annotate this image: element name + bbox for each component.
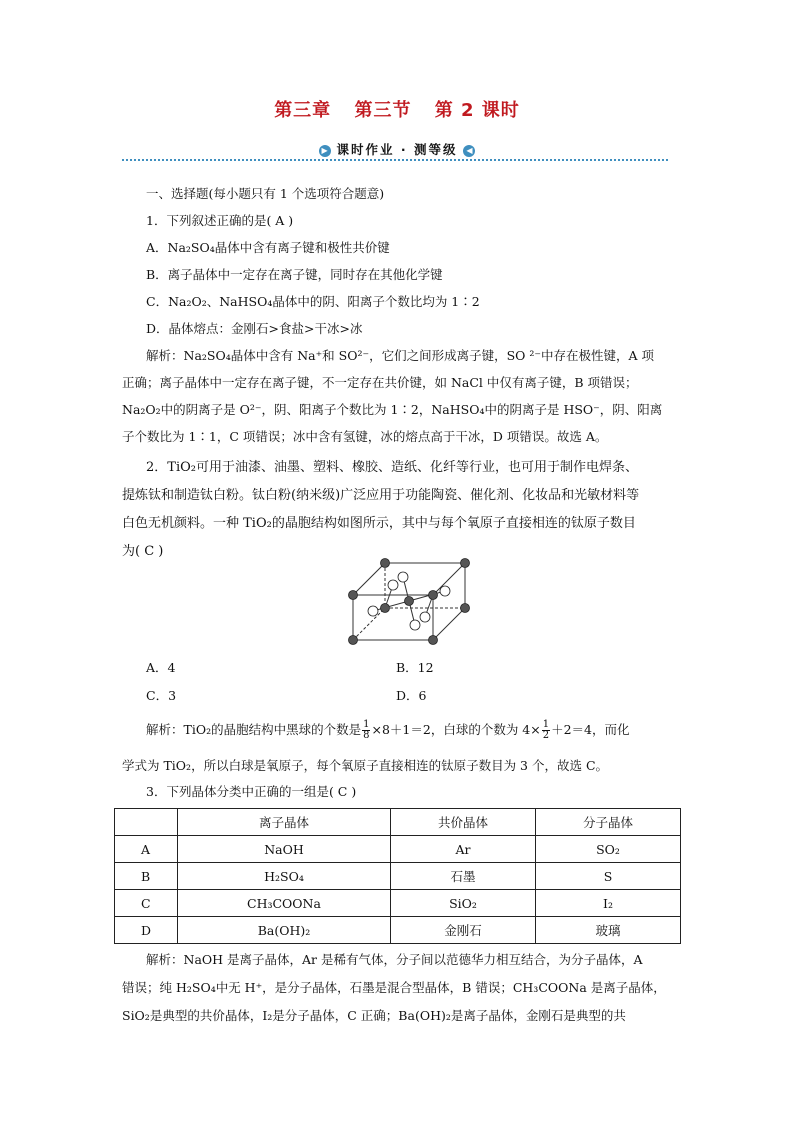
q2-analysis-line: 学式为 TiO₂，所以白球是氧原子，每个氧原子直接相连的钛原子数目为 3 个，故选 C。 <box>122 758 609 773</box>
table-cell: SiO₂ <box>390 890 535 917</box>
table-row <box>115 836 681 863</box>
play-right-icon: ▶ <box>319 145 331 157</box>
table-cell: A <box>115 836 178 863</box>
q2-option-c: C．3 <box>146 688 177 703</box>
q2-stem-line: 白色无机颜料。一种 TiO₂的晶胞结构如图所示，其中与每个氧原子直接相连的钛原子数目 <box>122 516 636 531</box>
title-section: 第三节 <box>354 100 412 121</box>
table-cell: Ar <box>390 836 535 863</box>
table-cell: C <box>115 890 178 917</box>
table-cell: H₂SO₄ <box>178 863 391 890</box>
q1-option-b: B．离子晶体中一定存在离子键，同时存在其他化学键 <box>146 267 443 282</box>
crystal-classification-table <box>114 808 681 944</box>
q1-analysis-line: 正确；离子晶体中一定存在离子键，不一定存在共价键，如 NaCl 中仅有离子键，B 项错误； <box>122 375 638 390</box>
q1-analysis-line: 子个数比为 1∶1，C 项错误；冰中含有氢键，冰的熔点高于干冰，D 项错误。故选 A。 <box>122 429 608 444</box>
page-title <box>0 96 794 122</box>
q2-analysis-part: ＋2＝4，而化 <box>551 722 630 737</box>
q3-analysis-line: 解析：NaOH 是离子晶体，Ar 是稀有气体，分子间以范德华力相互结合，为分子晶体，A <box>146 952 643 967</box>
q2-stem-line: 2．TiO₂可用于油漆、油墨、塑料、橡胶、造纸、化纤等行业，也可用于制作电焊条、 <box>146 460 638 475</box>
table-cell: NaOH <box>178 836 391 863</box>
q1-analysis-line: Na₂O₂中的阴离子是 O²⁻，阴、阳离子个数比为 1∶2，NaHSO₄中的阴离子是 HSO⁻，阴、阳离 <box>122 402 663 417</box>
q1-option-d: D．晶体熔点：金刚石>食盐>干冰>冰 <box>146 321 363 336</box>
subtitle-text: 课时作业 · 测等级 <box>336 142 458 157</box>
title-lesson: 第 2 课时 <box>434 100 520 121</box>
table-cell: SO₂ <box>535 836 680 863</box>
fraction-denominator: 2 <box>542 730 550 741</box>
table-row <box>115 890 681 917</box>
q2-stem-line: 为( C ) <box>122 544 164 559</box>
q3-stem: 3．下列晶体分类中正确的一组是( C ) <box>146 784 357 799</box>
subtitle-banner <box>0 140 794 160</box>
table-cell: 玻璃 <box>535 917 680 944</box>
q1-option-a: A．Na₂SO₄晶体中含有离子键和极性共价键 <box>146 240 390 255</box>
title-chapter: 第三章 <box>274 100 332 121</box>
fraction-denominator: 8 <box>363 730 370 741</box>
tio2-unit-cell-diagram <box>345 555 475 647</box>
q3-analysis-line: 错误；纯 H₂SO₄中无 H⁺，是分子晶体，石墨是混合型晶体，B 错误；CH₃COONa 是离子晶体， <box>122 980 666 995</box>
table-header-cell: 分子晶体 <box>535 809 680 836</box>
fraction-one-half <box>542 720 550 741</box>
table-cell: S <box>535 863 680 890</box>
fraction-numerator: 1 <box>363 719 370 730</box>
q2-analysis-part: 解析：TiO₂的晶胞结构中黑球的个数是 <box>146 722 362 737</box>
q3-analysis-line: SiO₂是典型的共价晶体，I₂是分子晶体，C 正确；Ba(OH)₂是离子晶体，金刚石是典型的共 <box>122 1008 626 1023</box>
table-cell: D <box>115 917 178 944</box>
table-header-row <box>115 809 681 836</box>
dotted-divider <box>122 159 668 161</box>
q1-stem: 1．下列叙述正确的是( A ) <box>146 213 294 228</box>
table-cell: CH₃COONa <box>178 890 391 917</box>
table-header-cell: 共价晶体 <box>390 809 535 836</box>
q2-option-a: A．4 <box>146 660 176 675</box>
q2-analysis-line <box>146 720 630 741</box>
q2-analysis-part: ×8＋1＝2，白球的个数为 4× <box>371 722 541 737</box>
q2-option-d: D．6 <box>396 688 427 703</box>
q1-option-c: C．Na₂O₂、NaHSO₄晶体中的阴、阳离子个数比均为 1∶2 <box>146 294 480 309</box>
table-cell: 石墨 <box>390 863 535 890</box>
section-heading: 一、选择题(每小题只有 1 个选项符合题意) <box>146 186 385 201</box>
fraction-numerator: 1 <box>542 719 550 730</box>
table-cell: B <box>115 863 178 890</box>
table-row <box>115 863 681 890</box>
play-left-icon: ◀ <box>463 145 475 157</box>
table-cell: I₂ <box>535 890 680 917</box>
q2-option-b: B．12 <box>396 660 434 675</box>
titanium-atoms <box>349 559 470 645</box>
q1-analysis-line: 解析：Na₂SO₄晶体中含有 Na⁺和 SO²⁻，它们之间形成离子键，SO ²⁻中存在极性键，A 项 <box>146 348 654 363</box>
q2-stem-line: 提炼钛和制造钛白粉。钛白粉(纳米级)广泛应用于功能陶瓷、催化剂、化妆品和光敏材料等 <box>122 488 640 503</box>
table-row <box>115 917 681 944</box>
fraction-one-eighth <box>362 720 370 741</box>
table-header-cell <box>115 809 178 836</box>
table-cell: 金刚石 <box>390 917 535 944</box>
table-header-cell: 离子晶体 <box>178 809 391 836</box>
table-cell: Ba(OH)₂ <box>178 917 391 944</box>
